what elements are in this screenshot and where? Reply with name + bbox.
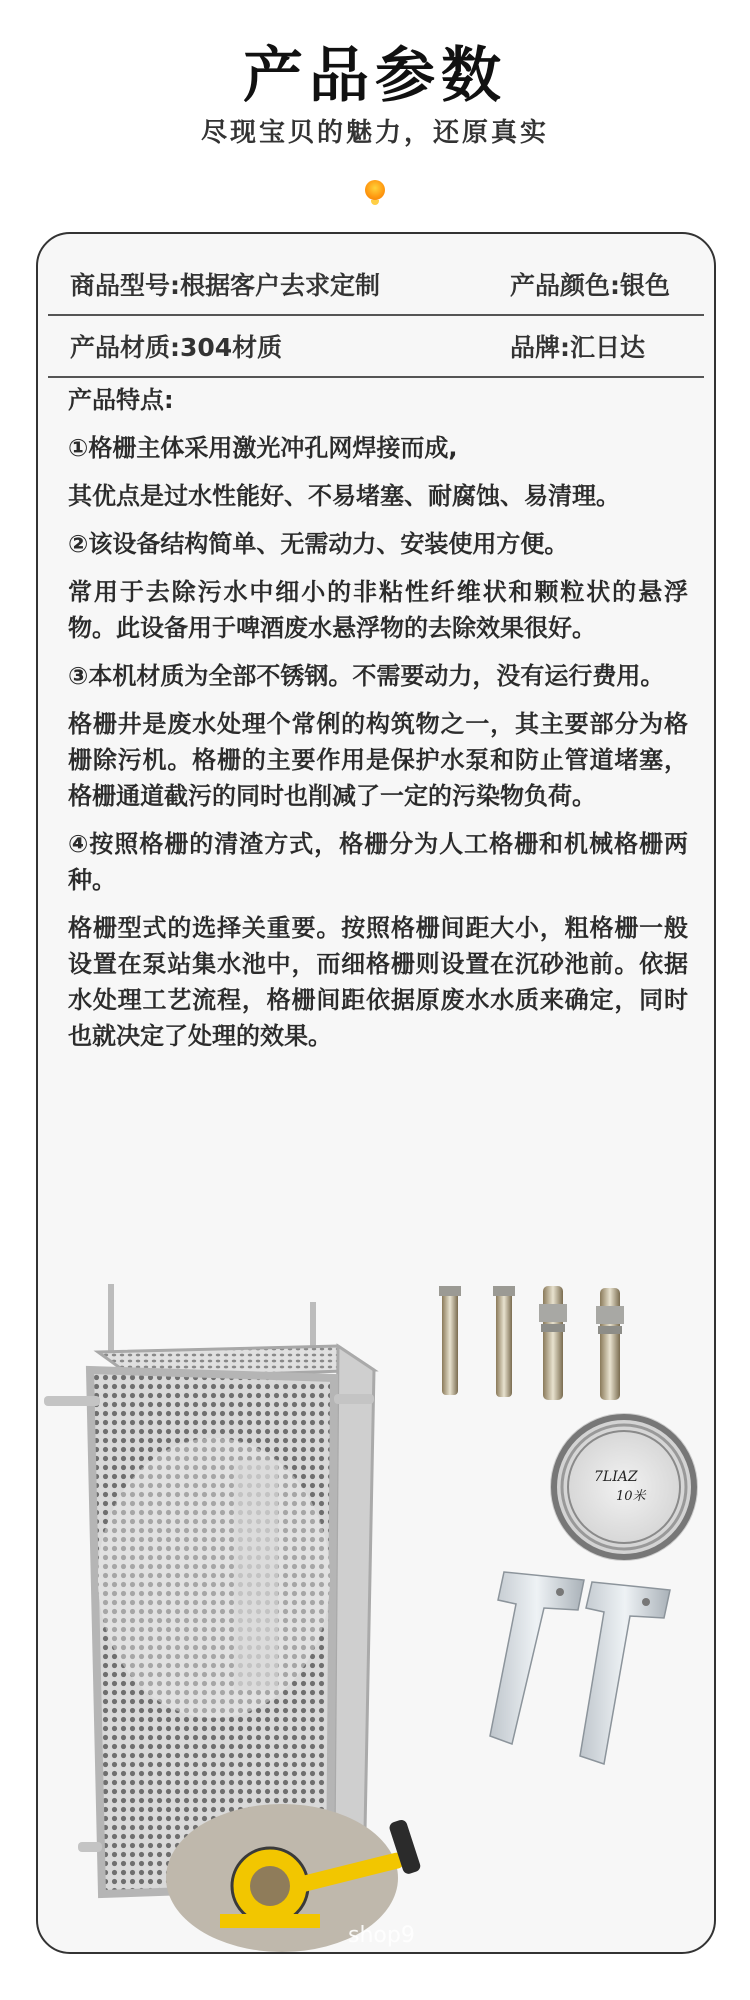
- mounting-brackets-photo: [490, 1572, 670, 1764]
- page-subtitle: 尽现宝贝的魅力，还原真实: [200, 118, 549, 148]
- watermark: shop9: [348, 1923, 415, 1948]
- accent-dot-icon: [365, 180, 385, 200]
- feature-paragraph: 格栅井是废水处理个常俐的构筑物之一，其主要部分为格栅除污机。格栅的主要作用是保护水泵和防止管道堵塞，格栅通道截污的同时也削减了一定的污染物负荷。: [68, 710, 688, 810]
- feature-paragraph: ④按照格栅的清渣方式，格栅分为人工格栅和机械格栅两种。: [68, 830, 688, 894]
- spec-row-2: [48, 314, 704, 378]
- wire-coil-photo: [550, 1413, 698, 1561]
- feature-paragraph: ①格栅主体采用激光冲孔网焊接而成,: [68, 434, 458, 462]
- feature-paragraph: 格栅型式的选择关重要。按照格栅间距大小，粗格栅一般设置在泵站集水池中，而细格栅则设置在沉砂池前。依据水处理工艺流程，格栅间距依据原废水水质来确定，同时也就决定了处理的效果。: [68, 914, 688, 1050]
- spec-row-1: [48, 252, 704, 316]
- anchor-bolts-photo: [439, 1286, 624, 1400]
- spec-brand: 品牌:汇日达: [510, 333, 645, 362]
- feature-paragraph: 常用于去除污水中细小的非粘性纤维状和颗粒状的悬浮物。此设备用于啤酒废水悬浮物的去除效果很好。: [68, 578, 688, 642]
- page-title: 产品参数: [243, 41, 507, 111]
- feature-paragraph: ②该设备结构简单、无需动力、安装使用方便。: [68, 530, 569, 558]
- coil-label: 7LIAZ: [594, 1469, 638, 1485]
- feature-paragraph: 其优点是过水性能好、不易堵塞、耐腐蚀、易清理。: [68, 482, 620, 510]
- grid-basket-photo: [44, 1284, 374, 1894]
- product-photos: [38, 1274, 714, 1952]
- spec-card: [36, 232, 716, 1954]
- features-text: [68, 382, 688, 1066]
- spec-material: 产品材质:304材质: [70, 333, 283, 362]
- spec-color: 产品颜色:银色: [510, 271, 670, 300]
- coil-length-label: 10米: [616, 1489, 646, 1504]
- feature-paragraph: ③本机材质为全部不锈钢。不需要动力，没有运行费用。: [68, 662, 665, 690]
- spec-model: 商品型号:根据客户去求定制: [70, 271, 380, 300]
- features-heading: 产品特点:: [68, 386, 174, 414]
